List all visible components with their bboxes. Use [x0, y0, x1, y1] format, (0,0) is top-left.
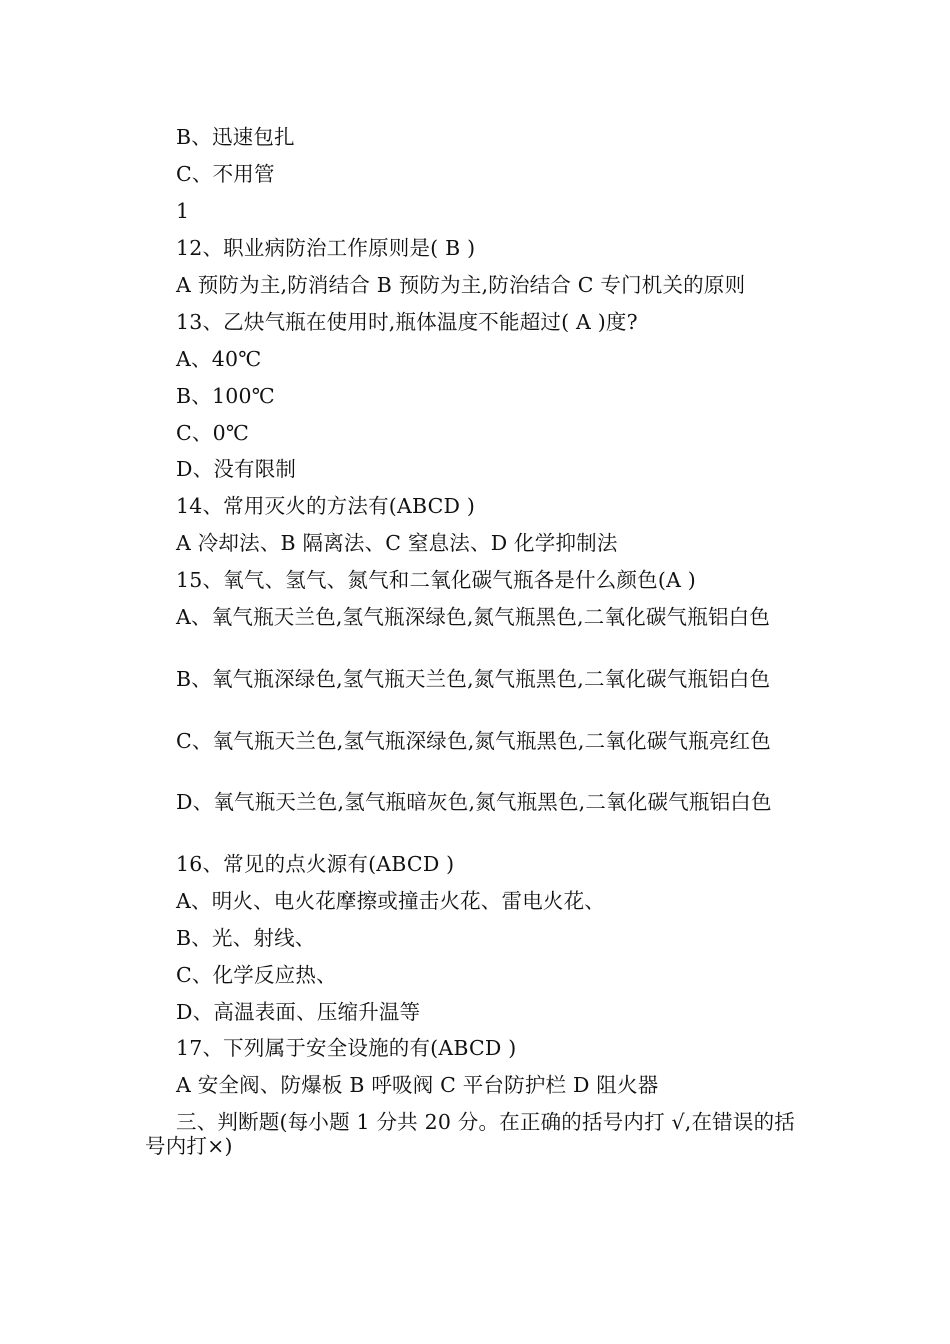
question-17-options: A 安全阀、防爆板 B 呼吸阀 C 平台防护栏 D 阻火器 — [176, 1073, 659, 1097]
question-13-option-a: A、40℃ — [176, 347, 262, 371]
question-13-option-d: D、没有限制 — [176, 457, 297, 481]
question-16-option-d: D、高温表面、压缩升温等 — [176, 1000, 421, 1024]
question-12: 12、职业病防治工作原则是( B ) — [176, 236, 476, 260]
question-16: 16、常见的点火源有(ABCD ) — [176, 852, 455, 876]
question-14-options: A 冷却法、B 隔离法、C 窒息法、D 化学抑制法 — [176, 531, 618, 555]
question-15-option-a: A、氧气瓶天兰色,氢气瓶深绿色,氮气瓶黑色,二氧化碳气瓶铝白色 — [176, 605, 771, 629]
option-b-bandage: B、迅速包扎 — [176, 125, 295, 149]
question-13-option-b: B、100℃ — [176, 384, 275, 408]
question-15-option-b: B、氧气瓶深绿色,氢气瓶天兰色,氮气瓶黑色,二氧化碳气瓶铝白色 — [176, 667, 771, 691]
question-16-option-a: A、明火、电火花摩擦或撞击火花、雷电火花、 — [176, 889, 606, 913]
question-15-option-d: D、氧气瓶天兰色,氢气瓶暗灰色,氮气瓶黑色,二氧化碳气瓶铝白色 — [176, 790, 772, 814]
question-16-option-b: B、光、射线、 — [176, 926, 316, 950]
section-3-heading: 三、判断题(每小题 1 分共 20 分。在正确的括号内打 √,在错误的括号内打×) — [145, 1110, 795, 1158]
question-13: 13、乙炔气瓶在使用时,瓶体温度不能超过( A )度? — [176, 310, 638, 334]
question-14: 14、常用灭火的方法有(ABCD ) — [176, 494, 476, 518]
question-13-option-c: C、0℃ — [176, 421, 249, 445]
question-17: 17、下列属于安全设施的有(ABCD ) — [176, 1036, 517, 1060]
question-12-options: A 预防为主,防消结合 B 预防为主,防治结合 C 专门机关的原则 — [176, 273, 746, 297]
option-c-ignore: C、不用管 — [176, 162, 275, 186]
question-15: 15、氧气、氢气、氮气和二氧化碳气瓶各是什么颜色(A ) — [176, 568, 697, 592]
question-16-option-c: C、化学反应热、 — [176, 963, 337, 987]
page-number: 1 — [176, 199, 190, 223]
question-15-option-c: C、氧气瓶天兰色,氢气瓶深绿色,氮气瓶黑色,二氧化碳气瓶亮红色 — [176, 729, 771, 753]
